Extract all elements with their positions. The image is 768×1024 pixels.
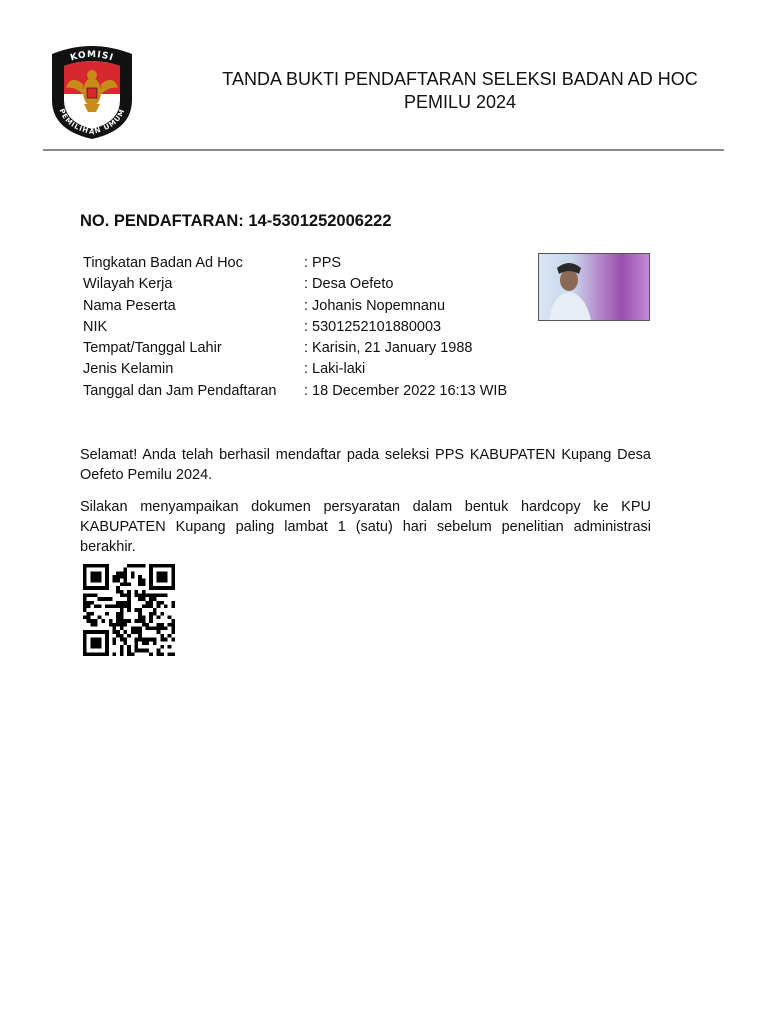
info-row-tanggal-pendaftaran [83,381,507,402]
info-label: Tempat/Tanggal Lahir [83,340,222,357]
qr-code-icon [80,564,178,656]
title-line-2: PEMILU 2024 [403,92,517,112]
info-value: : Johanis Nopemnanu [304,297,446,314]
info-value: : Karisin, 21 January 1988 [304,340,473,357]
info-label: Tingkatan Badan Ad Hoc [83,255,243,271]
info-label: Nama Peserta [83,297,176,314]
info-value: : Desa Oefeto [304,276,394,293]
svg-text:PEMILIHAN UMUM: PEMILIHAN UMUM [57,107,127,137]
info-label: NIK [83,318,108,335]
instruction-text: Silakan menyampaikan dokumen persyaratan dalam bentuk hardcopy ke KPU KABUPATEN Kupang paling lambat 1 (satu) hari sebelum penelitian administrasi berakhir. [80,499,651,555]
info-row-tempat-tanggal-lahir [83,338,507,359]
info-label: Tanggal dan Jam Pendaftaran [83,382,277,399]
participant-photo [538,253,650,321]
info-value: : Laki-laki [304,361,366,378]
registration-number: NO. PENDAFTARAN: 14-5301252006222 [80,212,392,230]
info-row-nik [83,317,507,338]
info-label: Jenis Kelamin [83,361,174,378]
congratulation-text: Selamat! Anda telah berhasil mendaftar pada seleksi PPS KABUPATEN Kupang Desa Oefeto Pemilu 2024. [80,447,651,483]
info-value: : 18 December 2022 16:13 WIB [304,382,508,399]
participant-info-table [83,253,507,402]
header-divider [43,149,724,151]
document-title [160,68,760,114]
info-row-tingkatan [83,253,507,274]
title-line-1: TANDA BUKTI PENDAFTARAN SELEKSI BADAN AD HOC [222,69,698,89]
info-row-jenis-kelamin [83,359,507,380]
kpu-logo [46,44,138,140]
info-label: Wilayah Kerja [83,276,173,293]
info-row-wilayah [83,274,507,295]
info-row-nama [83,296,507,317]
info-value: : PPS [304,255,342,271]
info-value: : 5301252101880003 [304,318,442,335]
svg-text:KOMISI: KOMISI [69,49,115,64]
